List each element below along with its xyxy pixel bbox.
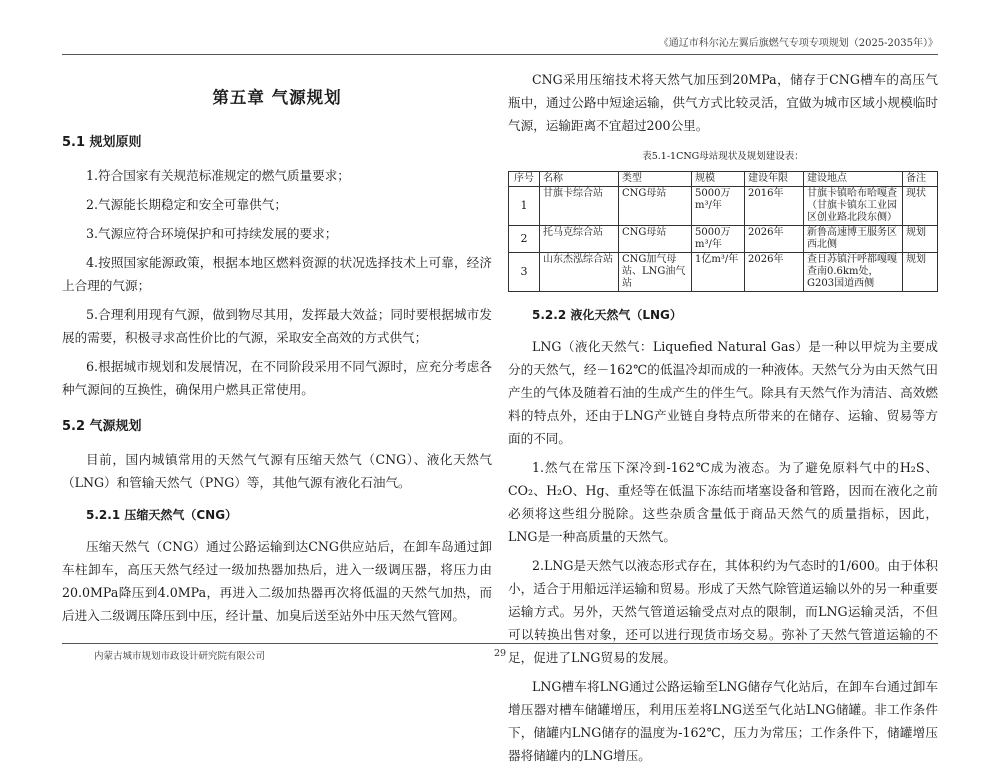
document-running-title: 《通辽市科尔沁左翼后旗燃气专项专项规划（2025-2035年）》 xyxy=(658,38,938,49)
col-header-no: 序号 xyxy=(509,172,540,187)
header-rule xyxy=(62,54,938,55)
table-row xyxy=(509,253,938,292)
cell-no: 1 xyxy=(509,187,540,226)
cng-station-table xyxy=(508,171,938,292)
page-number: 29 xyxy=(493,648,507,659)
table-header-row xyxy=(509,172,938,187)
section-5-2-heading: 5.2 气源规划 xyxy=(62,419,142,434)
table-row xyxy=(509,187,938,226)
cell-remark: 规划 xyxy=(903,226,938,253)
table-row xyxy=(509,226,938,253)
left-column xyxy=(62,68,492,635)
footer-rule xyxy=(62,643,938,644)
principle-item: 2.气源能长期稳定和安全可靠供气； xyxy=(86,197,287,212)
lng-paragraph: LNG（液化天然气：Liquefied Natural Gas）是一种以甲烷为主要成分的天然气，经－162℃的低温冷却而成的一种液体。天然气分为由天然气田产生的气体及随着石油的生成产生的伴生气。除具有天然气作为清洁、高效燃料的特点外，还由于LNG产业链自身特点所带来的在储存、运输、贸易等方面的不同。 xyxy=(508,339,938,446)
cell-year: 2026年 xyxy=(745,226,804,253)
principle-item: 4.按照国家能源政策，根据本地区燃料资源的状况选择技术上可靠，经济上合理的气源； xyxy=(62,255,492,293)
principle-item: 5.合理利用现有气源，做到物尽其用，发挥最大效益；同时要根据城市发展的需要，积极寻求高性价比的气源，采取安全高效的方式供气； xyxy=(62,307,492,345)
footer-organization: 内蒙古城市规划市政设计研究院有限公司 xyxy=(94,651,266,662)
cell-remark: 现状 xyxy=(903,187,938,226)
lng-paragraph: LNG槽车将LNG通过公路运输至LNG储存气化站后，在卸车台通过卸车增压器对槽车储罐增压，利用压差将LNG送至气化站LNG储罐。非工作条件下，储罐内LNG储存的温度为-162℃，压力为常压；工作条件下，储罐增压器将储罐内的LNG增压。 xyxy=(508,679,938,763)
section-5-2-1-paragraph: 压缩天然气（CNG）通过公路运输到达CNG供应站后，在卸车岛通过卸车柱卸车，高压天然气经过一级加热器加热后，进入一级调压器，将压力由20.0MPa降压到4.0MPa，再进入二级加热器再次将低温的天然气加热，而后进入二级调压降压到中压，经计量、加臭后送至站外中压天然气管网。 xyxy=(62,539,492,623)
cell-scale: 1亿m³/年 xyxy=(692,253,745,292)
section-5-1-list xyxy=(62,164,492,401)
cell-type: CNG母站 xyxy=(619,187,692,226)
cell-name: 山东杰泓综合站 xyxy=(540,253,619,292)
col-header-type: 类型 xyxy=(619,172,692,187)
col-header-location: 建设地点 xyxy=(804,172,903,187)
chapter-title: 第五章 气源规划 xyxy=(212,88,342,107)
section-5-2-intro: 目前，国内城镇常用的天然气气源有压缩天然气（CNG）、液化天然气（LNG）和管输天然气（PNG）等，其他气源有液化石油气。 xyxy=(62,452,492,490)
cell-no: 3 xyxy=(509,253,540,292)
lng-paragraph: 2.LNG是天然气以液态形式存在，其体积约为气态时的1/600。由于体积小，适合于用船远洋运输和贸易。形成了天然气除管道运输以外的另一种重要运输方式。另外，天然气管道运输受点对点的限制，而LNG运输灵活，不但可以转换出售对象，还可以进行现货市场交易。弥补了天然气管道运输的不足，促进了LNG贸易的发展。 xyxy=(508,558,938,665)
col-header-year: 建设年限 xyxy=(745,172,804,187)
cell-year: 2026年 xyxy=(745,253,804,292)
cell-scale: 5000万m³/年 xyxy=(692,187,745,226)
principle-item: 6.根据城市规划和发展情况，在不同阶段采用不同气源时，应充分考虑各种气源间的互换性，确保用户燃具正常使用。 xyxy=(62,359,492,397)
section-5-2-2-heading: 5.2.2 液化天然气（LNG） xyxy=(532,308,682,322)
section-5-2-2-body xyxy=(508,335,938,767)
cell-scale: 5000万m³/年 xyxy=(692,226,745,253)
cell-type: CNG加气母站、LNG油气站 xyxy=(619,253,692,292)
right-column xyxy=(508,68,938,773)
cell-name: 托马克综合站 xyxy=(540,226,619,253)
cell-remark: 规划 xyxy=(903,253,938,292)
cng-paragraph: CNG采用压缩技术将天然气加压到20MPa，储存于CNG槽车的高压气瓶中，通过公路中短途运输，供气方式比较灵活，宜做为城市区域小规模临时气源，运输距离不宜超过200公里。 xyxy=(508,72,938,133)
col-header-name: 名称 xyxy=(540,172,619,187)
cell-no: 2 xyxy=(509,226,540,253)
cell-location: 甘旗卡镇哈布哈嘎查（甘旗卡镇东工业园区创业路北段东侧） xyxy=(804,187,903,226)
principle-item: 1.符合国家有关规范标准规定的燃气质量要求； xyxy=(86,168,350,183)
section-5-2-1-heading: 5.2.1 压缩天然气（CNG） xyxy=(86,508,238,522)
cell-location: 查日苏镇汗呼都嘎嘎查南0.6km处，G203国道西侧 xyxy=(804,253,903,292)
principle-item: 3.气源应符合环境保护和可持续发展的要求； xyxy=(86,226,338,241)
section-5-1-heading: 5.1 规划原则 xyxy=(62,135,142,150)
cell-type: CNG母站 xyxy=(619,226,692,253)
col-header-remark: 备注 xyxy=(903,172,938,187)
table-caption: 表5.1-1CNG母站现状及规划建设表： xyxy=(642,151,804,162)
col-header-scale: 规模 xyxy=(692,172,745,187)
cell-year: 2016年 xyxy=(745,187,804,226)
cell-name: 甘旗卡综合站 xyxy=(540,187,619,226)
lng-paragraph: 1.然气在常压下深冷到-162℃成为液态。为了避免原料气中的H₂S、CO₂、H₂O、Hg、重烃等在低温下冻结而堵塞设备和管路，因而在液化之前必须将这些组分脱除。这些杂质含量低于商品天然气的质量指标，因此，LNG是一种高质量的天然气。 xyxy=(508,460,938,544)
cell-location: 新鲁高速博王服务区西北侧 xyxy=(804,226,903,253)
